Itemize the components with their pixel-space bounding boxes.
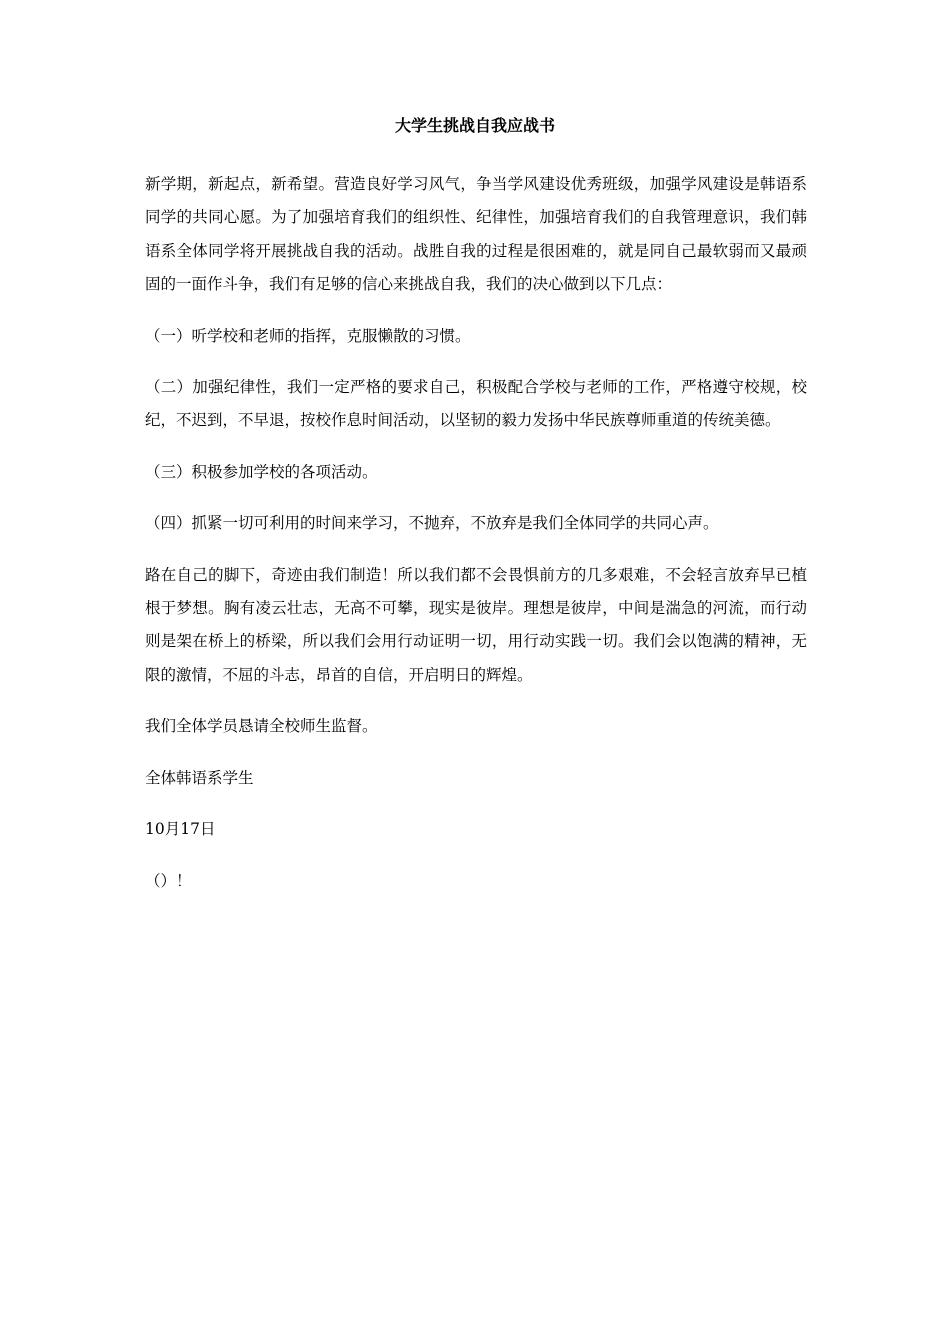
date: 10月17日	[145, 820, 216, 839]
signature: 全体韩语系学生	[145, 768, 254, 787]
document-title: 大学生挑战自我应战书	[394, 116, 555, 135]
document-body	[145, 168, 807, 916]
trailing-mark: （）！	[145, 871, 192, 890]
pledge-item-3: （三）积极参加学校的各项活动。	[145, 462, 378, 481]
pledge-item-4: （四）抓紧一切可利用的时间来学习，不抛弃，不放弃是我们全体同学的共同心声。	[145, 514, 719, 533]
supervision-request: 我们全体学员恳请全校师生监督。	[145, 717, 378, 736]
intro-paragraph: 新学期，新起点，新希望。营造良好学习风气，争当学风建设优秀班级，加强学风建设是韩语系同学的共同心愿。为了加强培育我们的组织性、纪律性，加强培育我们的自我管理意识，我们韩语系全体同学将开展挑战自我的活动。战胜自我的过程是很困难的，就是同自己最软弱而又最顽固的一面作斗争，我们有足够的信心来挑战自我，我们的决心做到以下几点：	[145, 175, 807, 294]
closing-paragraph: 路在自己的脚下，奇迹由我们制造！所以我们都不会畏惧前方的几多艰难，不会轻言放弃早已植根于梦想。胸有凌云壮志，无高不可攀，现实是彼岸。理想是彼岸，中间是湍急的河流，而行动则是架在桥上的桥梁，所以我们会用行动证明一切，用行动实践一切。我们会以饱满的精神，无限的激情，不屈的斗志，昂首的自信，开启明日的辉煌。	[145, 565, 807, 684]
pledge-item-2: （二）加强纪律性，我们一定严格的要求自己，积极配合学校与老师的工作，严格遵守校规，校纪，不迟到，不早退，按校作息时间活动，以坚韧的毅力发扬中华民族尊师重道的传统美德。	[145, 378, 807, 430]
pledge-item-1: （一）听学校和老师的指挥，克服懒散的习惯。	[145, 326, 471, 345]
